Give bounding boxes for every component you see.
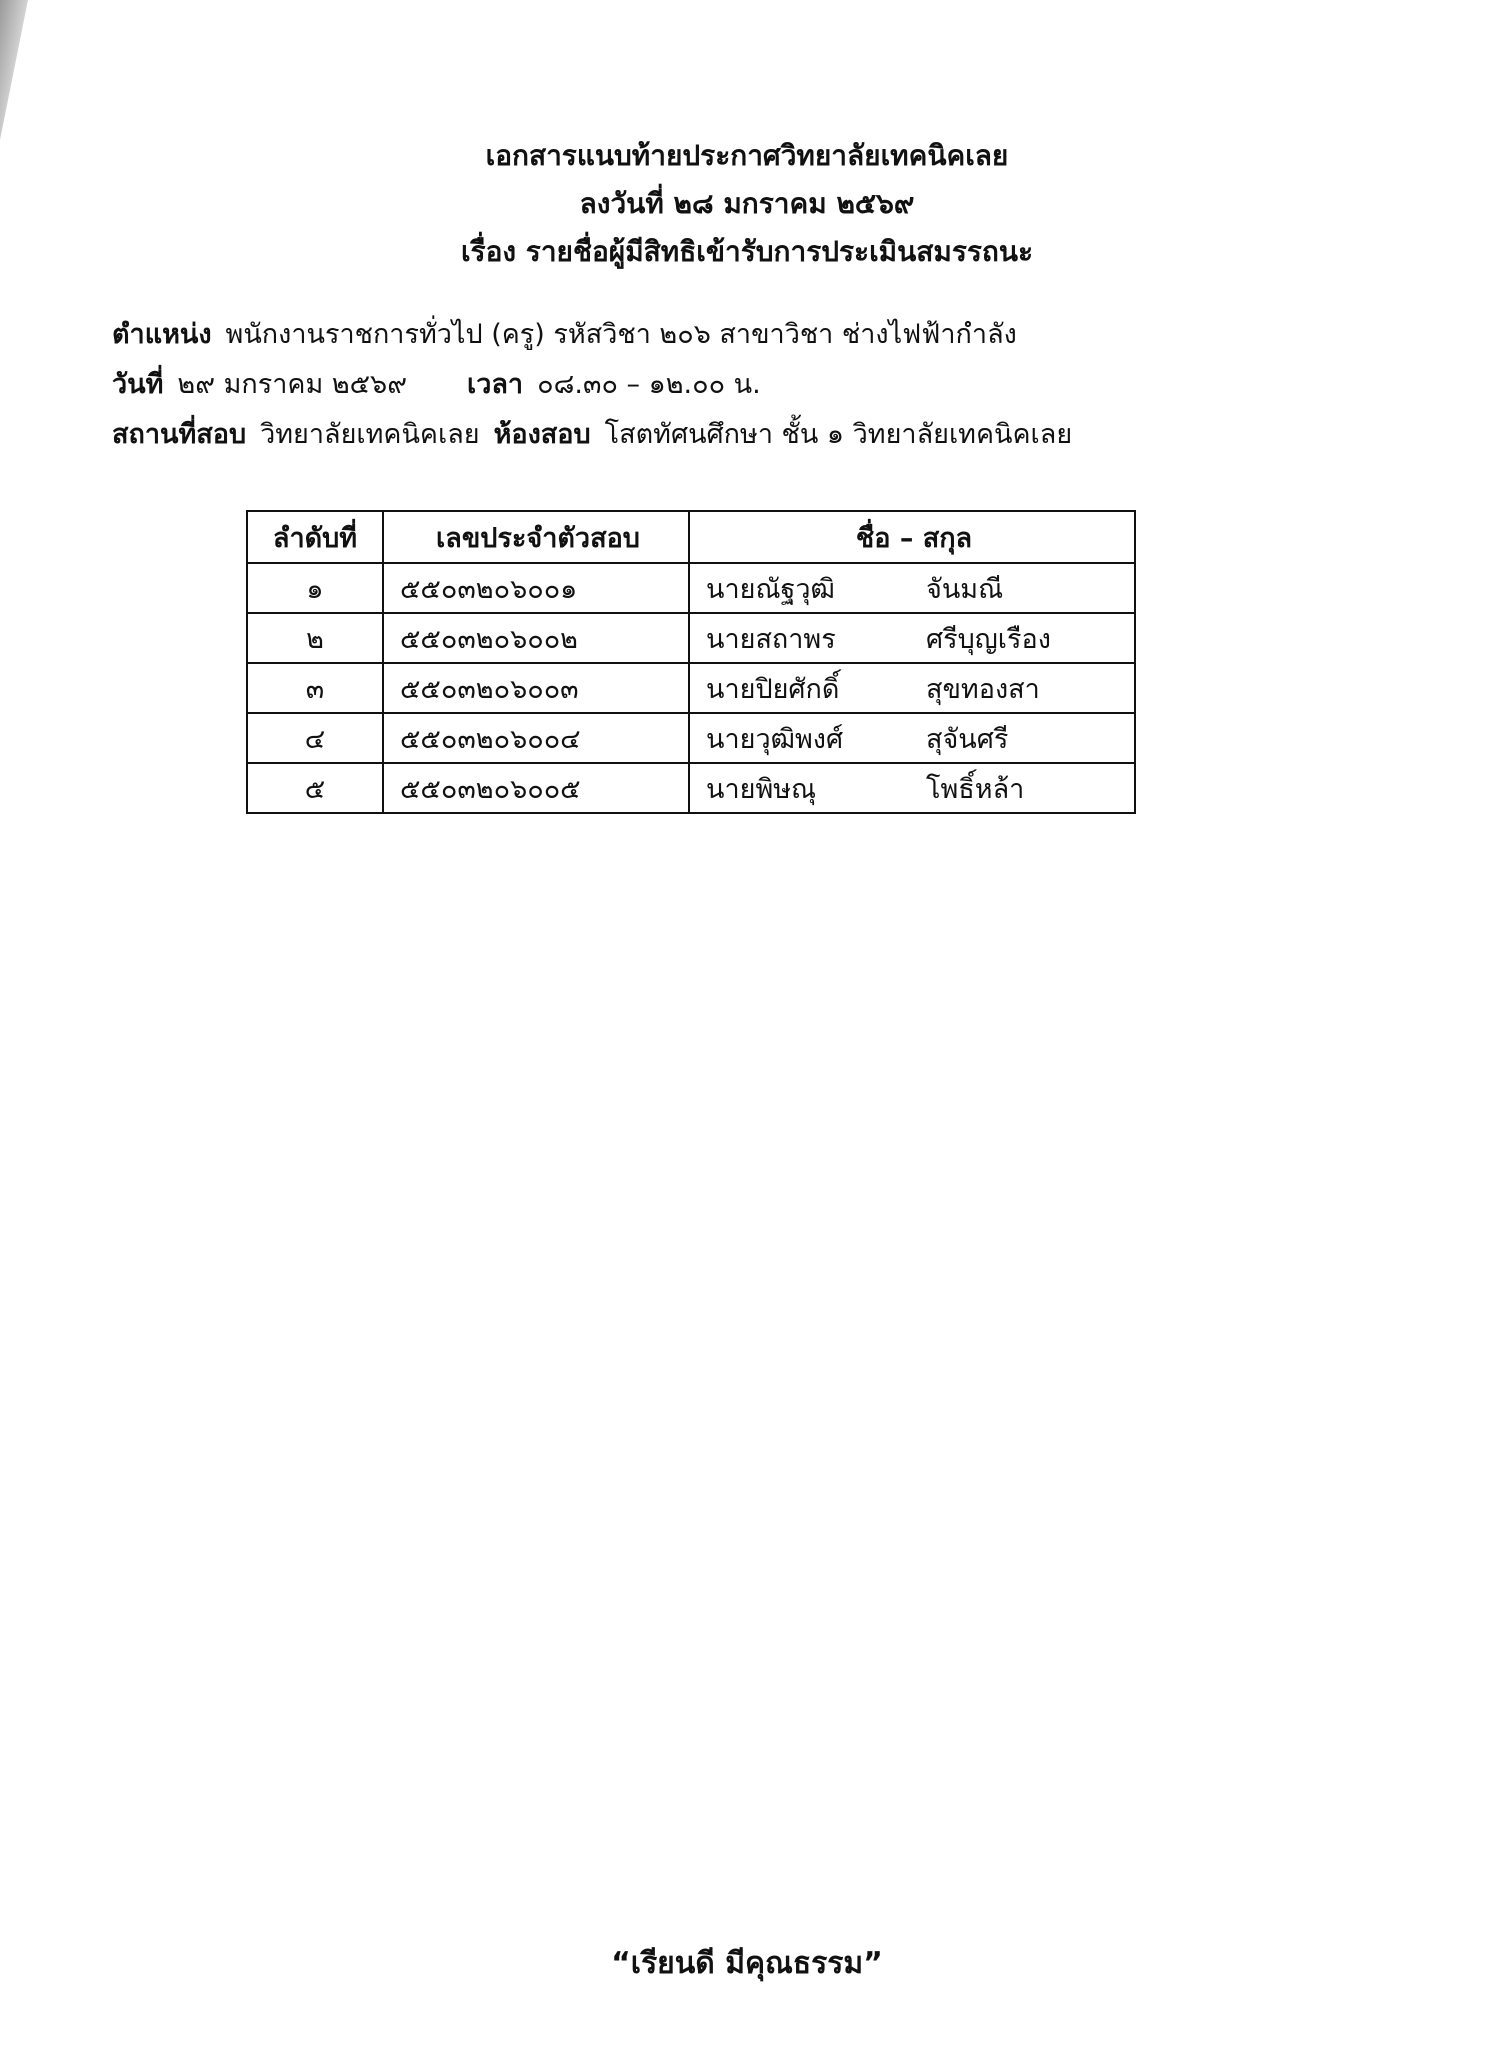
row-last-name: สุขทองสา bbox=[926, 673, 1040, 705]
row-no: ๒ bbox=[247, 613, 383, 663]
time-value: ๐๘.๓๐ – ๑๒.๐๐ น. bbox=[537, 369, 761, 400]
row-last-name: สุจันศรี bbox=[926, 723, 1009, 755]
time-label: เวลา bbox=[466, 369, 524, 400]
table-row bbox=[247, 713, 1135, 763]
table-header-row bbox=[247, 511, 1135, 563]
venue-row bbox=[112, 410, 1072, 460]
table-row bbox=[247, 763, 1135, 813]
header-date: ลงวันที่ ๒๘ มกราคม ๒๕๖๙ bbox=[579, 187, 915, 220]
position-row bbox=[112, 310, 1072, 360]
row-name bbox=[689, 613, 1135, 663]
row-first-name: นายวุฒิพงศ์ bbox=[706, 723, 844, 755]
row-first-name: นายปิยศักดิ์ bbox=[706, 673, 840, 705]
table-row bbox=[247, 563, 1135, 613]
document-header bbox=[0, 132, 1494, 276]
row-last-name: จันมณี bbox=[926, 573, 1004, 605]
table-row bbox=[247, 613, 1135, 663]
room-label: ห้องสอบ bbox=[493, 419, 591, 450]
row-last-name: ศรีบุญเรือง bbox=[926, 623, 1051, 655]
row-no: ๔ bbox=[247, 713, 383, 763]
row-exam-id: ๕๕๐๓๒๐๖๐๐๔ bbox=[383, 713, 689, 763]
row-exam-id: ๕๕๐๓๒๐๖๐๐๕ bbox=[383, 763, 689, 813]
row-exam-id: ๕๕๐๓๒๐๖๐๐๑ bbox=[383, 563, 689, 613]
row-exam-id: ๕๕๐๓๒๐๖๐๐๒ bbox=[383, 613, 689, 663]
row-first-name: นายสถาพร bbox=[706, 623, 836, 655]
position-value: พนักงานราชการทั่วไป (ครู) รหัสวิชา ๒๐๖ สาขาวิชา ช่างไฟฟ้ากำลัง bbox=[225, 319, 1017, 350]
table-row bbox=[247, 663, 1135, 713]
header-subject: เรื่อง รายชื่อผู้มีสิทธิเข้ารับการประเมินสมรรถนะ bbox=[460, 235, 1034, 268]
row-no: ๕ bbox=[247, 763, 383, 813]
header-name: ชื่อ – สกุล bbox=[689, 511, 1135, 563]
row-name bbox=[689, 663, 1135, 713]
exam-info bbox=[112, 310, 1072, 460]
row-no: ๑ bbox=[247, 563, 383, 613]
row-name bbox=[689, 763, 1135, 813]
venue-label: สถานที่สอบ bbox=[112, 419, 247, 450]
footer-motto: “เรียนดี มีคุณธรรม” bbox=[611, 1946, 883, 1981]
position-label: ตำแหน่ง bbox=[112, 319, 212, 350]
row-no: ๓ bbox=[247, 663, 383, 713]
row-name bbox=[689, 713, 1135, 763]
candidate-table bbox=[246, 510, 1136, 814]
header-title: เอกสารแนบท้ายประกาศวิทยาลัยเทคนิคเลย bbox=[485, 139, 1009, 172]
page-edge-shadow bbox=[0, 0, 40, 140]
header-no: ลำดับที่ bbox=[247, 511, 383, 563]
date-value: ๒๙ มกราคม ๒๕๖๙ bbox=[177, 369, 407, 400]
row-exam-id: ๕๕๐๓๒๐๖๐๐๓ bbox=[383, 663, 689, 713]
header-exam-id: เลขประจำตัวสอบ bbox=[383, 511, 689, 563]
room-value: โสตทัศนศึกษา ชั้น ๑ วิทยาลัยเทคนิคเลย bbox=[604, 419, 1073, 450]
row-first-name: นายพิษณุ bbox=[706, 773, 817, 805]
row-name bbox=[689, 563, 1135, 613]
row-last-name: โพธิ์หล้า bbox=[926, 773, 1025, 805]
row-first-name: นายณัฐวุฒิ bbox=[706, 573, 835, 605]
venue-value: วิทยาลัยเทคนิคเลย bbox=[260, 419, 480, 450]
date-label: วันที่ bbox=[112, 369, 164, 400]
date-row bbox=[112, 360, 1072, 410]
